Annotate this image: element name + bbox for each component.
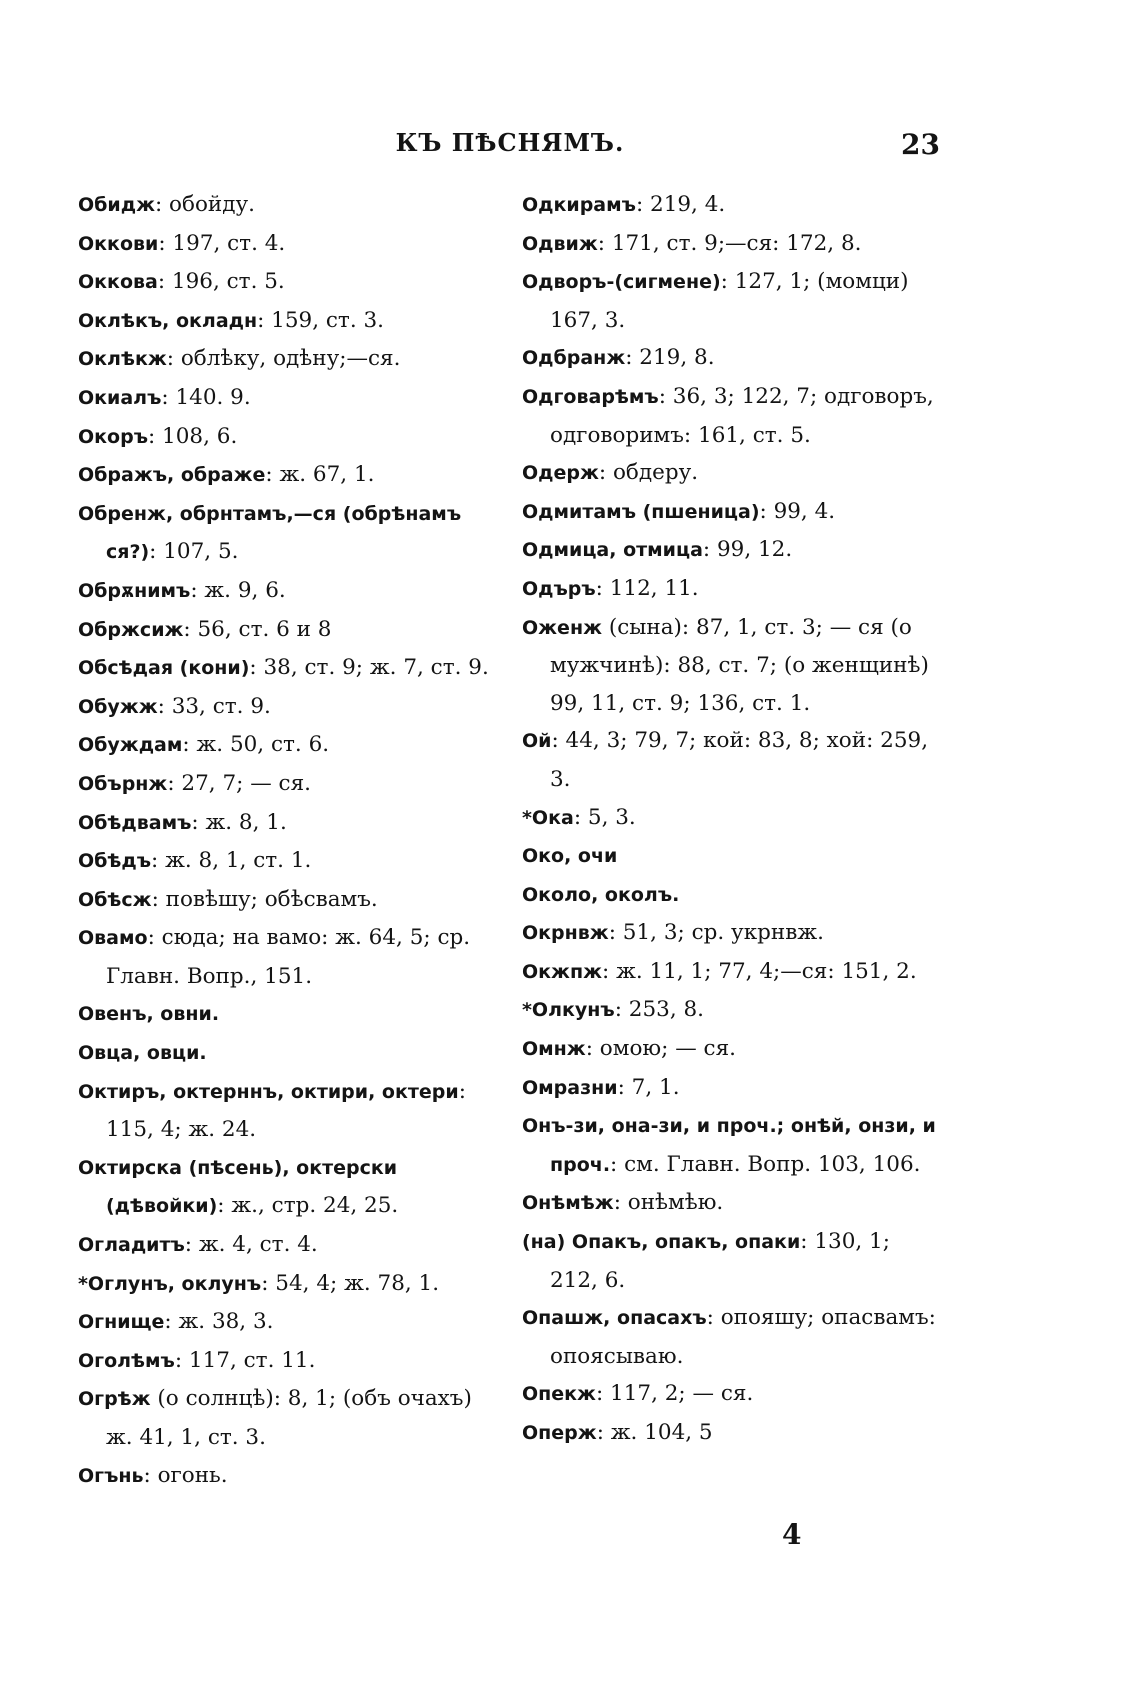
headword: Одворъ-(сигмене) xyxy=(522,271,721,294)
dictionary-entry xyxy=(522,263,942,339)
entry-references: : онѣмѣю. xyxy=(613,1190,724,1216)
entry-references: : 112, 11. xyxy=(595,575,699,601)
headword: Одбранж xyxy=(522,347,626,370)
headword: Опекж xyxy=(522,1383,596,1406)
dictionary-entry xyxy=(78,379,498,418)
headword: Оженж xyxy=(522,616,602,639)
entry-references: : 219, 4. xyxy=(635,192,726,217)
headword: Одмитамъ (пшеница) xyxy=(522,500,760,523)
headword: Оклѣкъ, окладн xyxy=(78,309,258,332)
left-column xyxy=(78,186,498,1495)
dictionary-entry xyxy=(78,1265,498,1304)
headword: Ой xyxy=(522,730,552,753)
dictionary-entry xyxy=(78,340,498,379)
entry-references: : огонь. xyxy=(143,1462,228,1488)
headword: Оголѣмъ xyxy=(78,1349,175,1372)
entry-references: : 219, 8. xyxy=(625,345,715,371)
entry-references: : ж. 50, ст. 6. xyxy=(182,732,330,758)
dictionary-entry xyxy=(78,765,498,804)
headword: Оккови xyxy=(78,232,159,255)
entry-references: : ж. 67, 1. xyxy=(265,462,375,488)
entry-references: : 115, 4; ж. 24. xyxy=(106,1078,466,1143)
dictionary-entry xyxy=(522,531,942,570)
dictionary-entry xyxy=(522,378,942,454)
right-column xyxy=(522,186,942,1453)
headword: Око, очи xyxy=(522,845,618,868)
entry-references: : 140. 9. xyxy=(161,384,251,410)
entry-references: : 171, ст. 9;—ся: 172, 8. xyxy=(597,230,862,256)
headword: Одерж xyxy=(522,462,599,485)
headword: Обѣсж xyxy=(78,888,152,911)
dictionary-entry xyxy=(78,572,498,611)
headword: Одъръ xyxy=(522,577,596,600)
entry-references: : 127, 1; (момци) 167, 3. xyxy=(550,269,909,333)
headword: Овенъ, овни. xyxy=(78,1003,220,1026)
dictionary-entry xyxy=(78,186,498,225)
dictionary-entry xyxy=(522,914,942,953)
headword: Окжпж xyxy=(522,960,602,983)
entry-references: : 36, 3; 122, 7; одговоръ, одговоримъ: 161, ст. 5. xyxy=(550,383,934,448)
dictionary-entry xyxy=(522,1030,942,1069)
dictionary-entry xyxy=(522,225,942,264)
headword: Окоръ xyxy=(78,425,148,448)
entry-references: : 33, ст. 9. xyxy=(157,693,271,719)
dictionary-entry xyxy=(522,991,942,1030)
headword: Обѣдвамъ xyxy=(78,811,192,834)
entry-references: : см. Главн. Вопр. 103, 106. xyxy=(610,1151,921,1177)
entry-references: : 107, 5. xyxy=(149,539,239,565)
headword: Одмица, отмица xyxy=(522,539,703,562)
dictionary-entry xyxy=(522,1069,942,1108)
headword: Онъ-зи, она-зи, и проч.; онѣй, онзи, и проч. xyxy=(522,1115,936,1176)
dictionary-entry xyxy=(522,876,942,915)
dictionary-entry xyxy=(78,263,498,302)
dictionary-entry xyxy=(522,799,942,838)
dictionary-entry xyxy=(78,225,498,264)
entry-references: : 117, 2; — ся. xyxy=(595,1381,754,1407)
entry-references: : ж. 38, 3. xyxy=(164,1309,274,1335)
headword: Октирска (пѣсень), октерски (дѣвойки) xyxy=(78,1156,398,1218)
dictionary-entry xyxy=(522,953,942,992)
dictionary-entry xyxy=(78,1457,498,1496)
headword: Опашж, опасахъ xyxy=(522,1307,707,1330)
entry-references: : ж. 9, 6. xyxy=(190,577,286,603)
headword: Одвиж xyxy=(522,232,598,255)
entry-references: : 99, 4. xyxy=(759,498,836,524)
entry-references: : 56, ст. 6 и 8 xyxy=(183,616,332,642)
page-header xyxy=(80,128,940,168)
entry-references: : 99, 12. xyxy=(702,537,793,563)
entry-references: : 197, ст. 4. xyxy=(158,230,286,256)
headword: Оклѣкж xyxy=(78,348,167,371)
dictionary-entry xyxy=(522,339,942,378)
entry-references: : 5, 3. xyxy=(573,804,636,830)
dictionary-entry xyxy=(78,881,498,920)
dictionary-entry xyxy=(78,495,498,572)
dictionary-entry xyxy=(78,1303,498,1342)
entry-references: : 44, 3; 79, 7; кой: 83, 8; хой: 259, 3. xyxy=(550,728,929,792)
headword: Обърнж xyxy=(78,772,168,795)
dictionary-entry xyxy=(522,722,942,798)
entry-references: : 196, ст. 5. xyxy=(157,269,285,295)
headword: Оккова xyxy=(78,271,158,294)
headword: (на) Опакъ, опакъ, опаки xyxy=(522,1231,801,1254)
dictionary-entry xyxy=(522,1223,942,1299)
entry-references: (о солнцѣ): 8, 1; (объ очахъ) ж. 41, 1, ст. 3. xyxy=(106,1386,472,1450)
entry-references: : ж. 8, 1. xyxy=(191,809,287,835)
dictionary-entry xyxy=(78,1034,498,1073)
running-title: КЪ ПѢСНЯМЪ. xyxy=(395,128,625,157)
dictionary-entry xyxy=(522,1414,942,1453)
dictionary-entry xyxy=(78,726,498,765)
dictionary-entry xyxy=(522,493,942,532)
headword: Огнище xyxy=(78,1311,165,1334)
headword: Обржсиж xyxy=(78,618,184,641)
entry-references: : 38, ст. 9; ж. 7, ст. 9. xyxy=(249,655,489,681)
dictionary-entry xyxy=(78,688,498,727)
entry-references: : 27, 7; — ся. xyxy=(167,770,311,796)
dictionary-entry xyxy=(78,302,498,341)
entry-references: : обойду. xyxy=(154,192,255,217)
headword: Около, околъ. xyxy=(522,883,680,906)
dictionary-entry xyxy=(522,1184,942,1223)
dictionary-entry xyxy=(522,186,942,225)
headword: Оперж xyxy=(522,1422,597,1444)
headword: Онѣмѣж xyxy=(522,1192,614,1215)
headword: Октиръ, октерннъ, октири, октери xyxy=(78,1080,459,1103)
headword: Обсѣдая (кони) xyxy=(78,657,250,680)
entry-references: : 51, 3; ср. укрнвж. xyxy=(608,920,824,946)
headword: Омнж xyxy=(522,1038,586,1061)
headword: *Олкунъ xyxy=(522,999,615,1022)
headword: Огрѣж xyxy=(78,1388,151,1411)
headword: Обуждам xyxy=(78,734,183,757)
entry-references: : 117, ст. 11. xyxy=(174,1347,316,1373)
headword: Огънь xyxy=(78,1464,144,1487)
headword: *Оглунъ, оклунъ xyxy=(78,1272,262,1295)
dictionary-entry xyxy=(522,570,942,609)
entry-references: : обдеру. xyxy=(598,460,699,486)
dictionary-entry xyxy=(78,1149,498,1226)
dictionary-entry xyxy=(78,456,498,495)
dictionary-entry xyxy=(78,804,498,843)
dictionary-entry xyxy=(78,649,498,688)
entry-references: (сына): 87, 1, ст. 3; — ся (о мужчинѣ): 88, ст. 7; (о женщинѣ) 99, 11, ст. 9; 136, ст. 1. xyxy=(550,614,929,716)
headword: Одкирамъ xyxy=(522,194,636,216)
dictionary-entry xyxy=(522,1375,942,1414)
headword: Окрнвж xyxy=(522,922,609,945)
entry-references: : 108, 6. xyxy=(147,423,238,449)
dictionary-entry xyxy=(78,1226,498,1265)
dictionary-entry xyxy=(522,837,942,876)
dictionary-entry xyxy=(78,1073,498,1149)
headword: Окиалъ xyxy=(78,386,162,409)
dictionary-entry xyxy=(78,1342,498,1381)
entry-references: : омою; — ся. xyxy=(585,1036,736,1062)
headword: Обрѫнимъ xyxy=(78,579,191,602)
headword: Обѣдъ xyxy=(78,850,152,873)
headword: *Ока xyxy=(522,806,574,829)
signature-mark: 4 xyxy=(782,1518,802,1551)
entry-references: : 54, 4; ж. 78, 1. xyxy=(261,1270,440,1296)
dictionary-entry xyxy=(78,842,498,881)
headword: Обренж, обрнтамъ,—ся (обрѣнамъ ся?) xyxy=(78,502,462,564)
dictionary-entry xyxy=(522,1107,942,1184)
dictionary-entry xyxy=(522,454,942,493)
entry-references: : 253, 8. xyxy=(614,997,704,1023)
dictionary-entry xyxy=(78,995,498,1034)
headword: Одговарѣмъ xyxy=(522,385,659,408)
entry-references: : опояшу; опасвамъ: опоясываю. xyxy=(550,1305,936,1369)
entry-references: : ж. 11, 1; 77, 4;—ся: 151, 2. xyxy=(602,958,917,984)
page-number: 23 xyxy=(901,128,940,161)
dictionary-entry xyxy=(522,609,942,723)
entry-references: : ж. 104, 5 xyxy=(596,1420,713,1445)
entry-references: : ж. 4, ст. 4. xyxy=(184,1232,318,1258)
headword: Ображъ, ображе xyxy=(78,464,266,487)
dictionary-entry xyxy=(78,919,498,995)
entry-references: : 130, 1; 212, 6. xyxy=(550,1229,890,1293)
headword: Обужж xyxy=(78,695,158,718)
dictionary-entry xyxy=(78,418,498,457)
headword: Омразни xyxy=(522,1076,618,1099)
entry-references: : сюда; на вамо: ж. 64, 5; ср. Главн. Вопр., 151. xyxy=(106,925,471,989)
headword: Обидж xyxy=(78,194,155,216)
headword: Овамо xyxy=(78,927,148,950)
entry-references: : ж. 8, 1, ст. 1. xyxy=(151,848,312,874)
headword: Овца, овци. xyxy=(78,1042,207,1065)
entry-references: : 159, ст. 3. xyxy=(257,307,385,333)
dictionary-entry xyxy=(78,1380,498,1456)
entry-references: : облѣку, одѣну;—ся. xyxy=(166,346,401,372)
entry-references: : 7, 1. xyxy=(617,1074,680,1100)
entry-references: : ж., стр. 24, 25. xyxy=(217,1193,399,1219)
entry-references: : повѣшу; обѣсвамъ. xyxy=(151,886,378,912)
dictionary-entry xyxy=(78,611,498,650)
dictionary-entry xyxy=(522,1299,942,1375)
headword: Огладитъ xyxy=(78,1234,185,1257)
